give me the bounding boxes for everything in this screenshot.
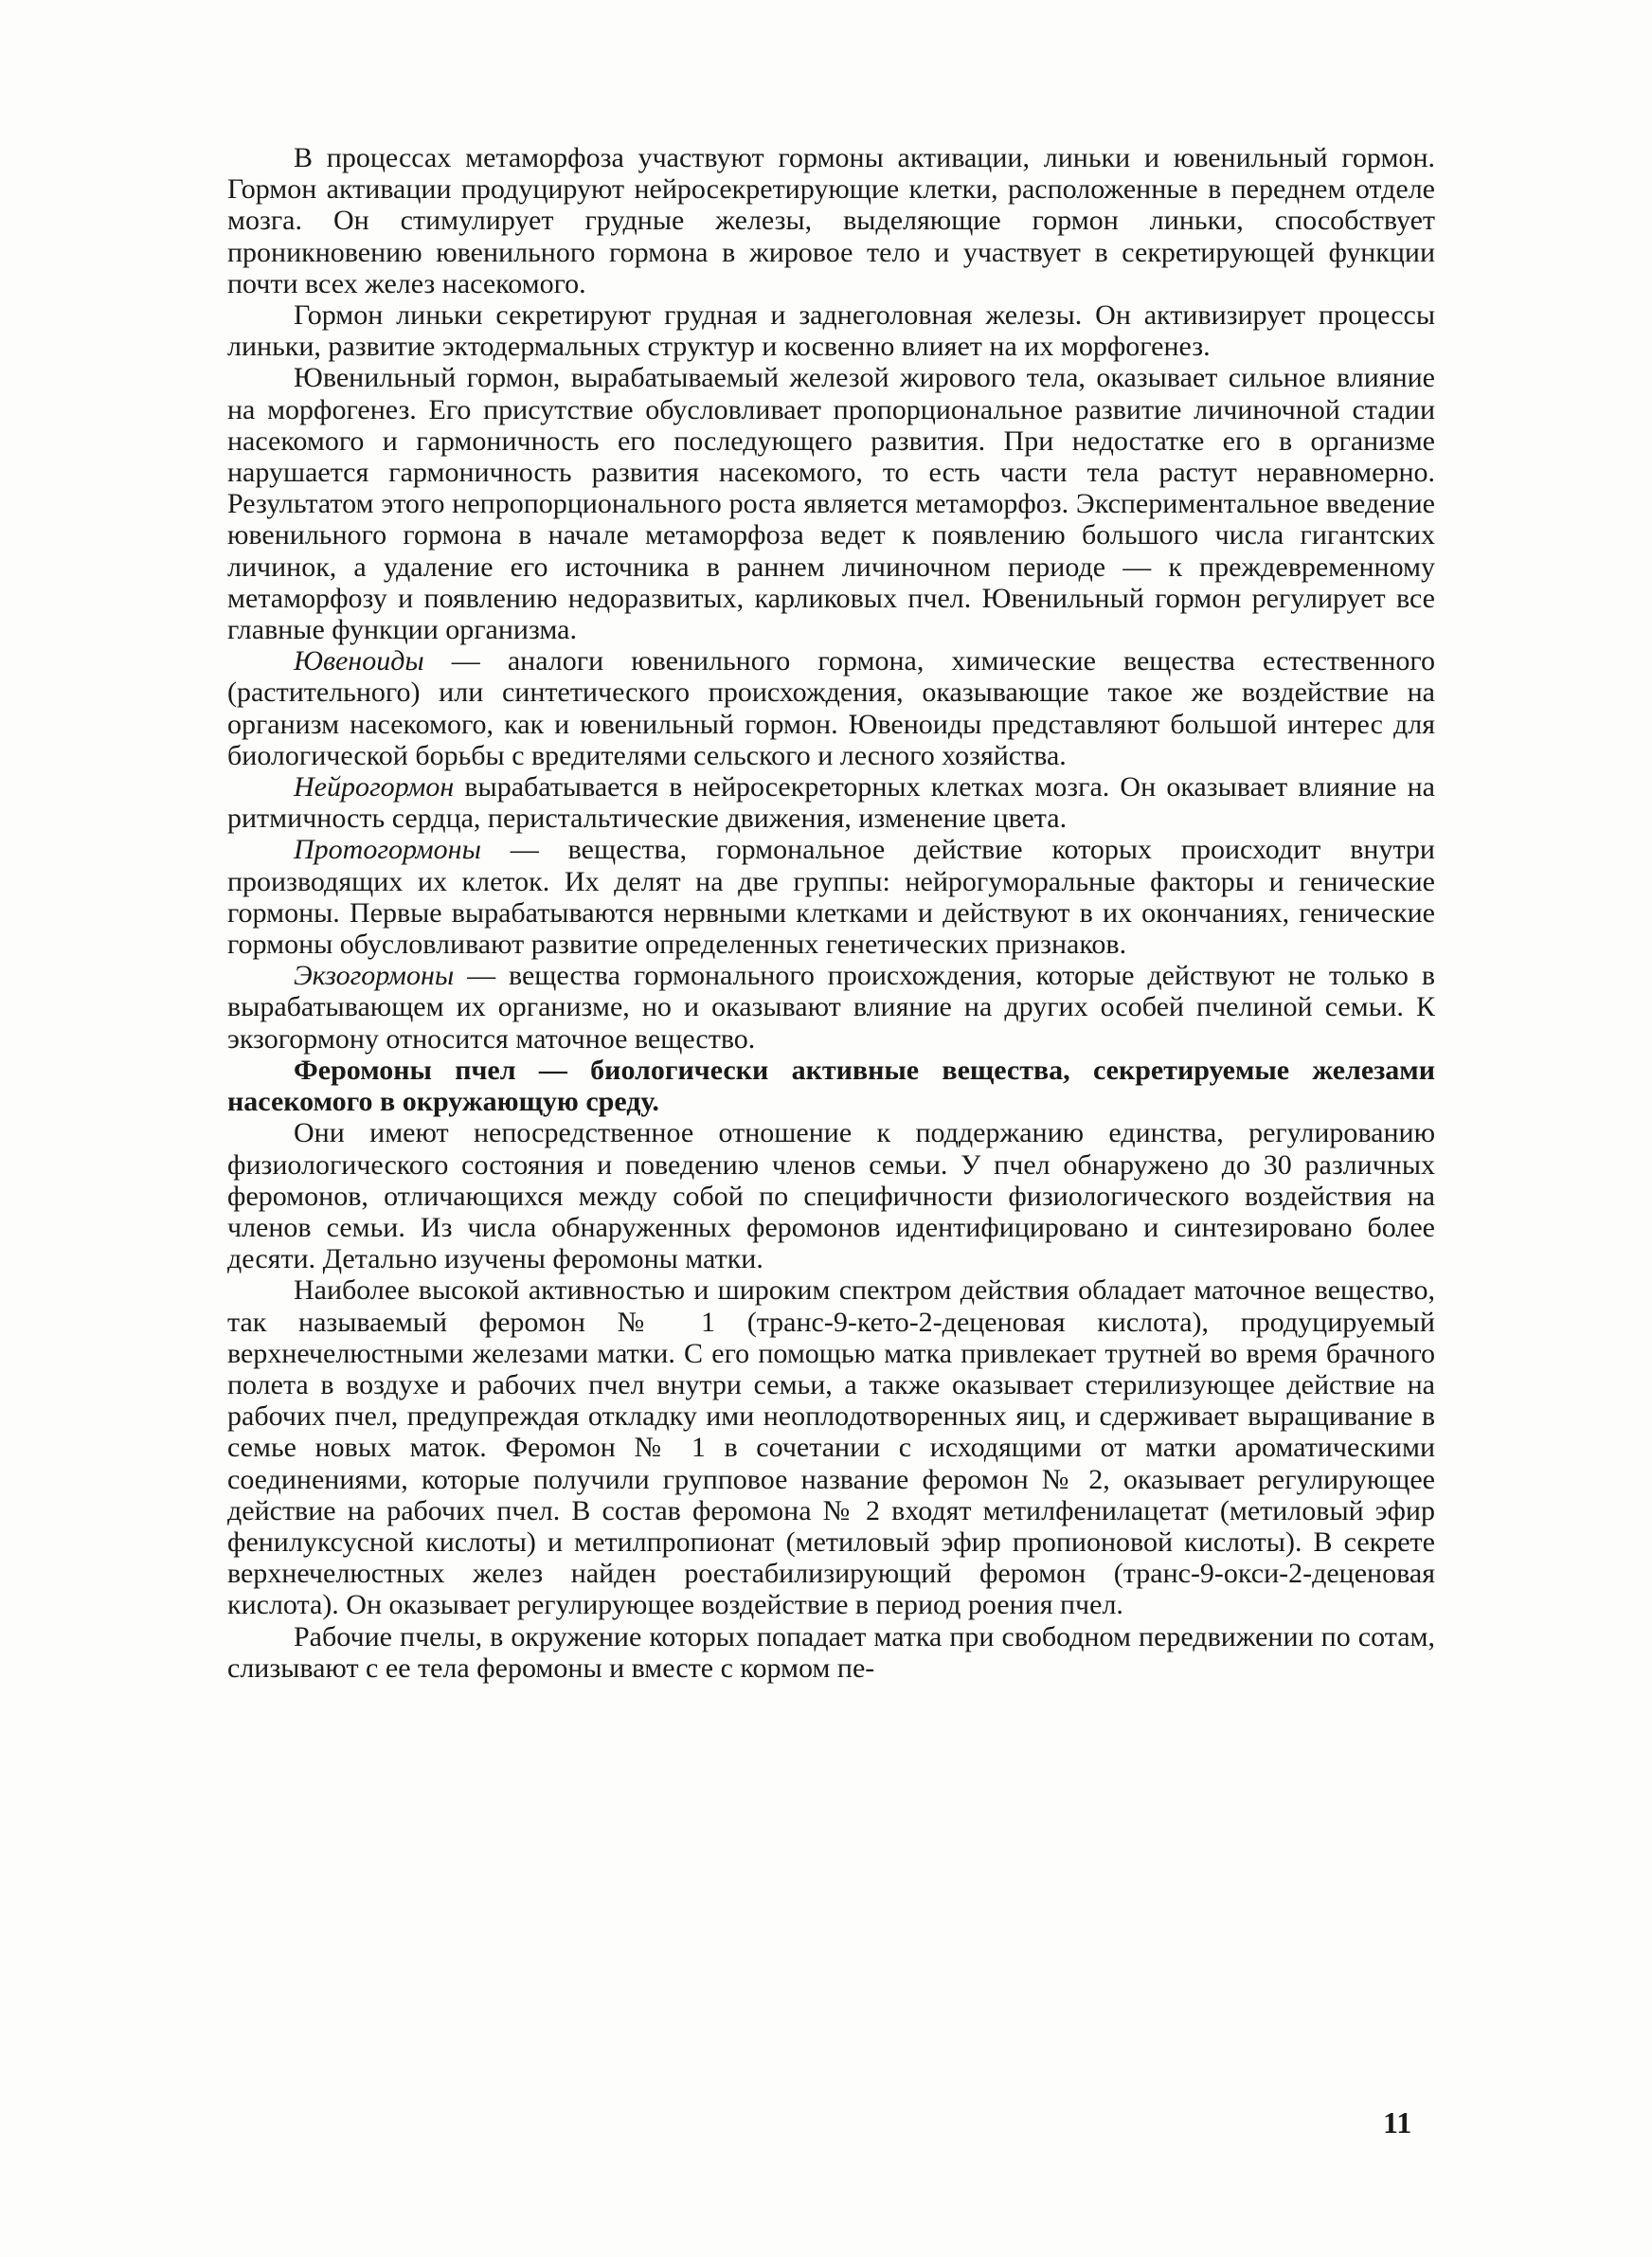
paragraph-text: — аналоги ювенильного гормона, химические вещества естественного (растительного) или синтетического происхождения, оказывающие такое же воздействие на организм насекомого, как и ювенильный гормон. Ювеноиды представляют большой интерес для биологической борьбы с вредителями сельского и лесного хозяйства. xyxy=(227,645,1435,771)
paragraph-juvenoids xyxy=(227,645,1435,771)
term-bee-pheromones: Феромоны пчел xyxy=(294,1054,516,1086)
paragraph-queen-substance xyxy=(227,1274,1435,1620)
body-text xyxy=(227,142,1435,1684)
paragraph-worker-bees xyxy=(227,1621,1435,1684)
term-exohormones: Экзогормоны xyxy=(294,960,455,992)
paragraph-text: В процессах метаморфоза участвуют гормоны активации, линьки и ювенильный гормон. Гормон активации продуцируют нейросекретирующие клетки, расположенные в переднем отделе мозга. Он стимулирует грудные железы, выделяющие гормон линьки, способствует проникновению ювенильного гормона в жировое тело и участвует в секретирующей функции почти всех желез насекомого. xyxy=(227,142,1435,299)
paragraph-text: — вещества, гормональное действие которых происходит внутри производящих их клеток. Их делят на две группы: нейрогуморальные факторы и генические гормоны. Первые вырабатываются нервными клетками и действуют в их окончаниях, генические гормоны обусловливают развитие определенных генетических признаков. xyxy=(227,834,1435,961)
term-neurohormone: Нейрогормон xyxy=(294,771,455,803)
paragraph-text: Они имеют непосредственное отношение к поддержанию единства, регулированию физиологического состояния и поведению членов семьи. У пчел обнаружено до 30 различных феромонов, отличающихся между собой по специфичности физиологического воздействия на членов семьи. Из числа обнаруженных феромонов идентифицировано и синтезировано более десяти. Детально изучены феромоны матки. xyxy=(227,1117,1435,1275)
paragraph-neurohormone xyxy=(227,771,1435,834)
page-number: 11 xyxy=(1383,2105,1412,2140)
term-protohormones: Протогормоны xyxy=(294,834,481,866)
paragraph-text: Наиболее высокой активностью и широким спектром действия обладает маточное вещество, так называемый феромон № 1 (транс-9-кето-2-деценовая кислота), продуцируемый верхнечелюстными железами матки. С его помощью матка привлекает трутней во время брачного полета в воздухе и рабочих пчел внутри семьи, а также оказывает стерилизующее действие на рабочих пчел, предупреждая откладку ими неоплодотворенных яиц, и сдерживает выращивание в семье новых маток. Феромон № 1 в сочетании с исходящими от матки ароматическими соединениями, которые получили групповое название феромон № 2, оказывает регулирующее действие на рабочих пчел. В состав феромона № 2 входят метилфенилацетат (метиловый эфир фенилуксусной кислоты) и метилпропионат (метиловый эфир пропионовой кислоты). В секрете верхнечелюстных желез найден роестабилизирующий феромон (транс-9-окси-2-деценовая кислота). Он оказывает регулирующее воздействие в период роения пчел. xyxy=(227,1274,1435,1621)
paragraph-metamorphosis-hormones xyxy=(227,142,1435,299)
term-juvenoids: Ювеноиды xyxy=(294,645,424,677)
paragraph-text: Ювенильный гормон, вырабатываемый железой жирового тела, оказывает сильное влияние на морфогенез. Его присутствие обусловливает пропорциональное развитие личиночной стадии насекомого и гармоничность его последующего развития. При недостатке его в организме нарушается гармоничность развития насекомого, то есть части тела растут неравномерно. Результатом этого непропорционального роста является метаморфоз. Экспериментальное введение ювенильного гормона в начале метаморфоза ведет к появлению большого числа гигантских личинок, а удаление его источника в раннем личиночном периоде — к преждевременному метаморфозу и появлению недоразвитых, карликовых пчел. Ювенильный гормон регулирует все главные функции организма. xyxy=(227,362,1435,646)
paragraph-juvenile-hormone xyxy=(227,362,1435,645)
paragraph-text: вырабатывается в нейросекреторных клетках мозга. Он оказывает влияние на ритмичность сердца, перистальтические движения, изменение цвета. xyxy=(227,771,1435,835)
paragraph-molting-hormone xyxy=(227,299,1435,362)
paragraph-pheromone-functions xyxy=(227,1117,1435,1274)
paragraph-text: Гормон линьки секретируют грудная и заднеголовная железы. Он активизирует процессы линьки, развитие эктодермальных структур и косвенно влияет на их морфогенез. xyxy=(227,299,1435,363)
paragraph-bee-pheromones xyxy=(227,1055,1435,1117)
paragraph-protohormones xyxy=(227,834,1435,960)
paragraph-text: Рабочие пчелы, в окружение которых попадает матка при свободном передвижении по сотам, слизывают с ее тела феромоны и вместе с кормом пе- xyxy=(227,1620,1435,1684)
paragraph-exohormones xyxy=(227,960,1435,1055)
paragraph-text: — вещества гормонального происхождения, которые действуют не только в вырабатывающем их организме, но и оказывают влияние на других особей пчелиной семьи. К экзогормону относится маточное вещество. xyxy=(227,960,1435,1055)
paragraph-text: — биологически активные вещества, секретируемые железами насекомого в окружающую среду. xyxy=(227,1054,1435,1118)
